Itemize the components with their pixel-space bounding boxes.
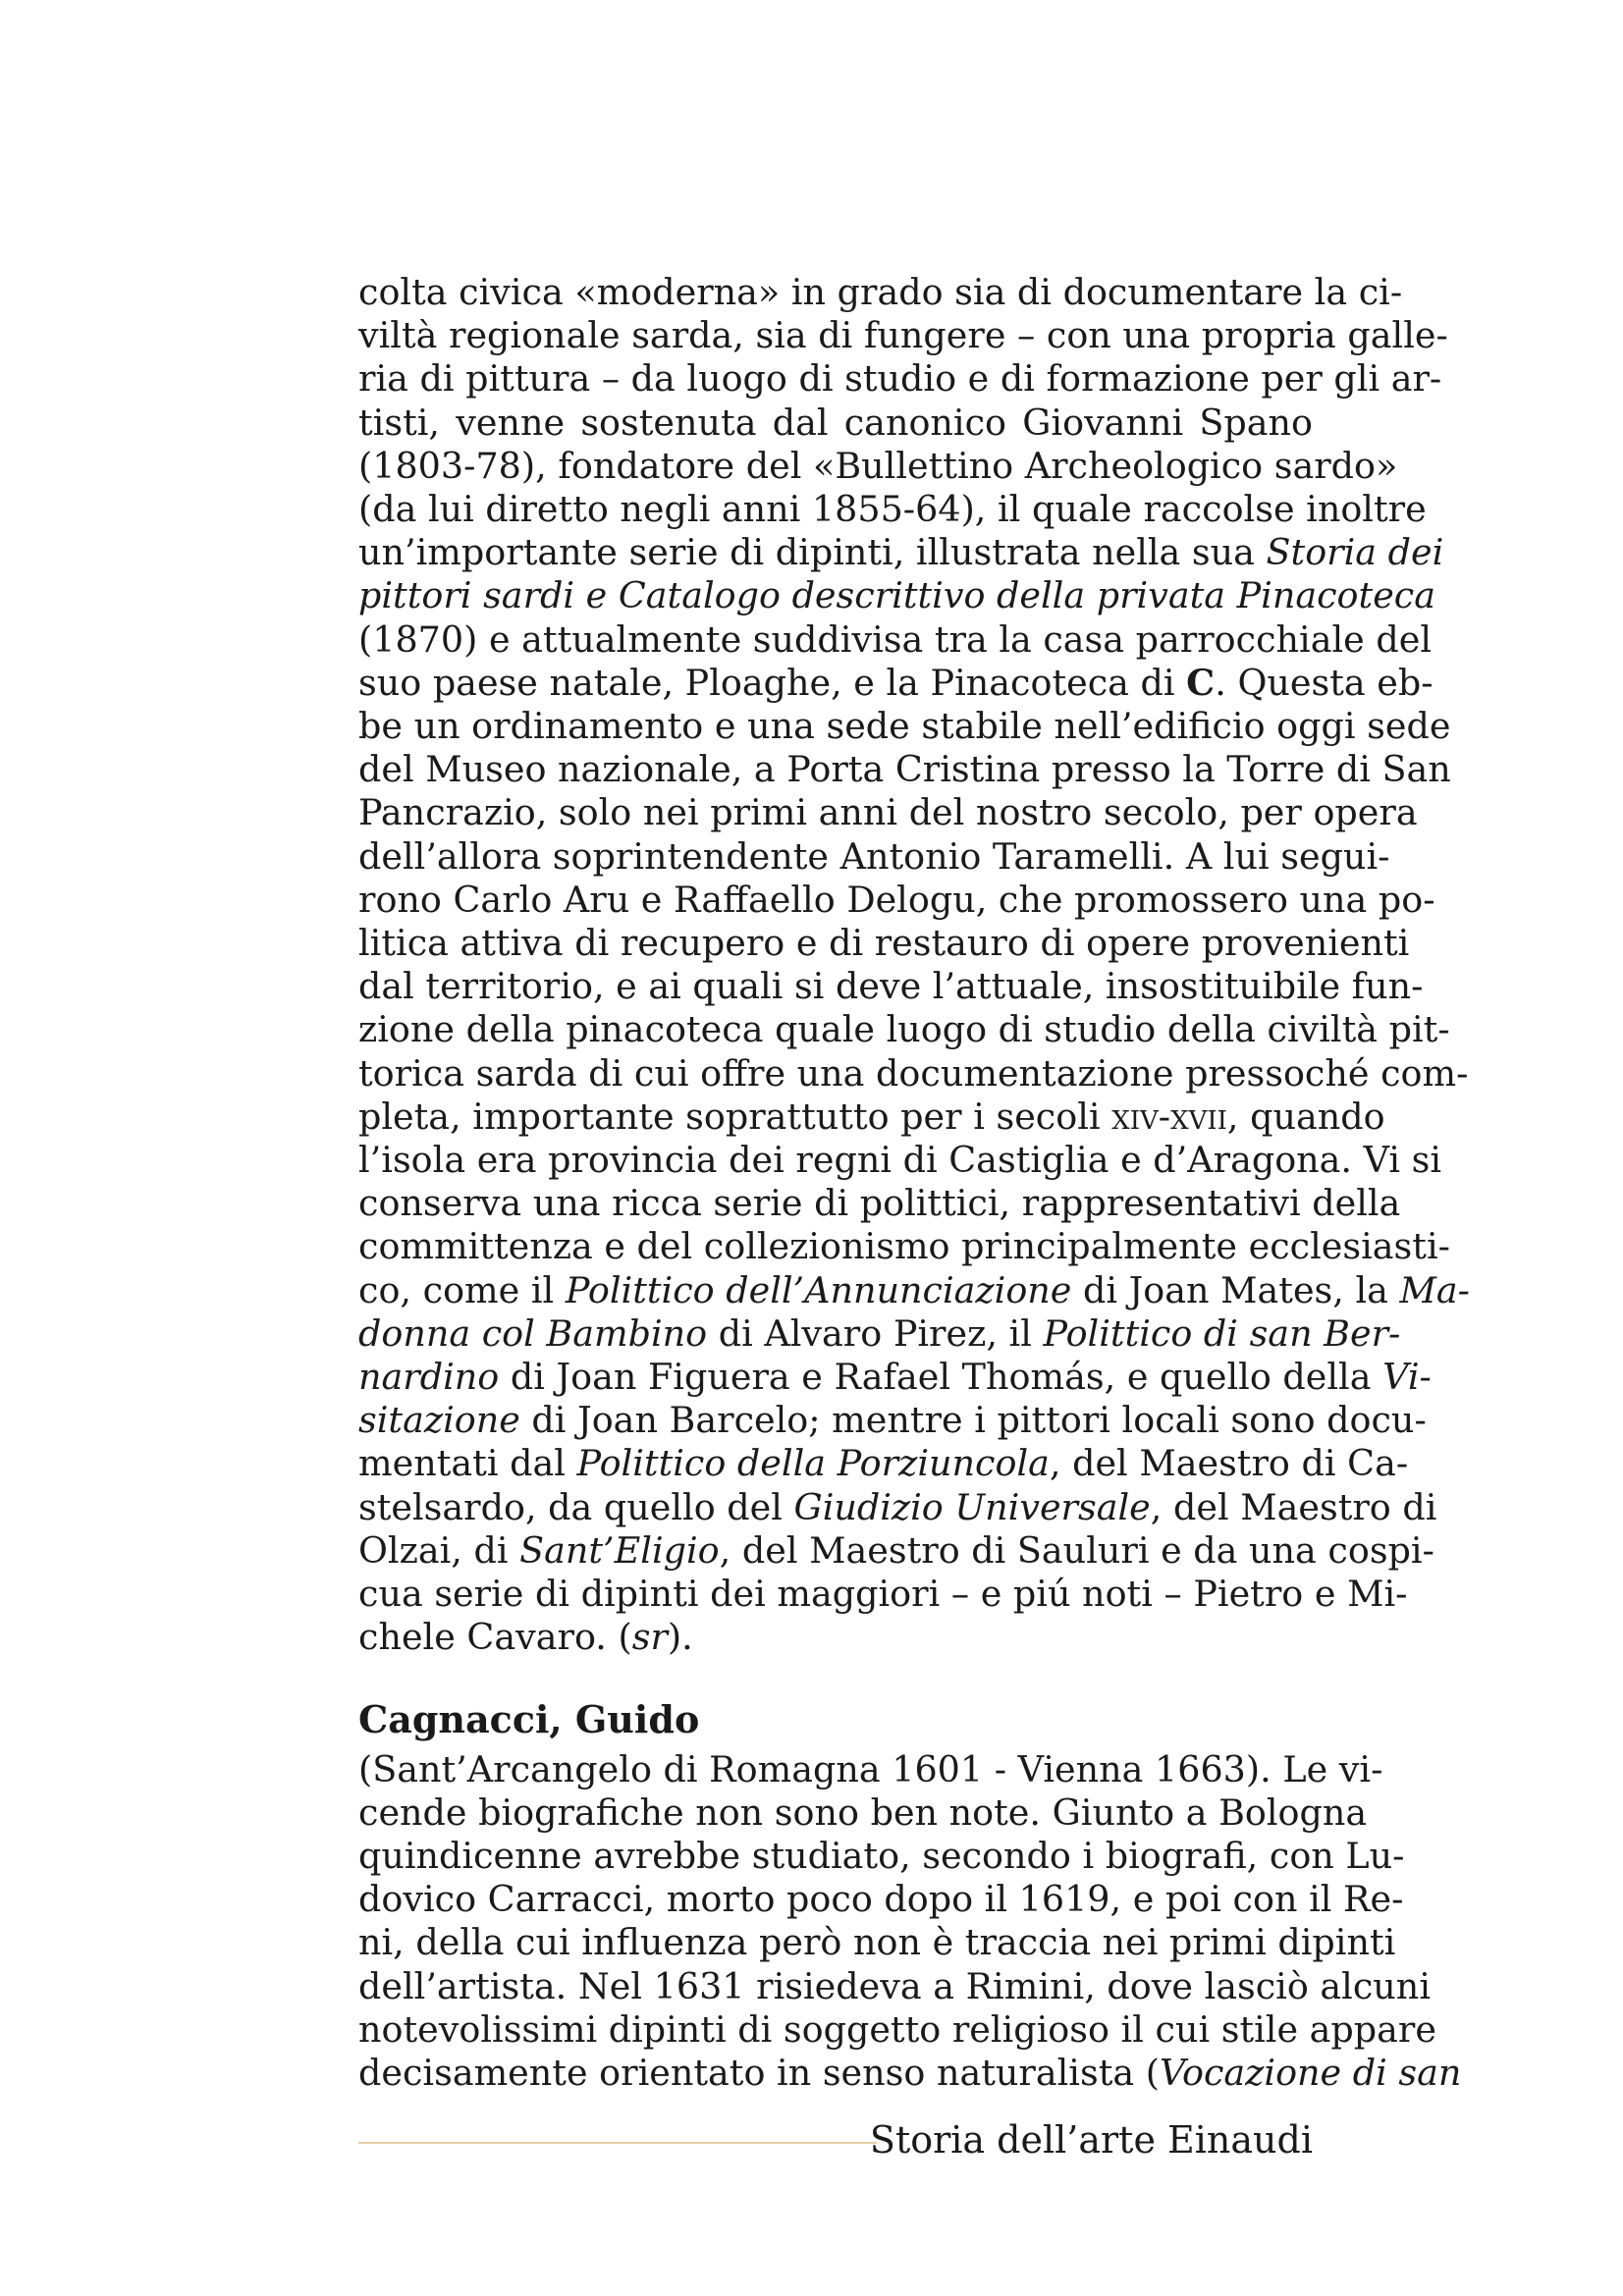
text-line: (da lui diretto negli anni 1855-64), il quale raccolse inoltre: [358, 488, 1427, 531]
italic-title: Ma-: [1399, 1268, 1470, 1311]
text-line: cende biografiche non sono ben note. Giunto a Bologna: [358, 1790, 1368, 1834]
text-segment: suo paese natale, Ploaghe, e la Pinacoteca di: [358, 661, 1187, 704]
text-line: rono Carlo Aru e Raffaello Delogu, che promossero una po-: [358, 878, 1435, 921]
text-line: quindicenne avrebbe studiato, secondo i biografi, con Lu-: [358, 1834, 1405, 1877]
text-segment: di Joan Figuera e Rafael Thomás, e quello della: [499, 1356, 1383, 1399]
text-line: [358, 574, 1435, 617]
text-segment: stelsardo, da quello del: [358, 1485, 794, 1528]
text-segment: decisamente orientato in senso naturalista (: [358, 2051, 1160, 2094]
text-line: [358, 1268, 1470, 1312]
text-segment: di Joan Barcelo; mentre i pittori locali sono docu-: [519, 1399, 1427, 1442]
text-line: conserva una ricca serie di polittici, rappresentativi della: [358, 1182, 1401, 1225]
italic-title: Storia dei: [1266, 531, 1444, 574]
text-line: Pancrazio, solo nei primi anni del nostro secolo, per opera: [358, 791, 1418, 834]
italic-title: Sant’Eligio: [519, 1528, 720, 1572]
italic-title: sitazione: [358, 1399, 520, 1442]
text-segment: mentati dal: [358, 1442, 577, 1485]
text-segment: , del Maestro di: [1150, 1485, 1437, 1528]
text-segment: co, come il: [358, 1268, 566, 1311]
author-initials: sr: [631, 1616, 668, 1659]
text-line: (1803-78), fondatore del «Bullettino Archeologico sardo»: [358, 444, 1398, 487]
bold-abbreviation: C: [1186, 661, 1216, 704]
text-line: viltà regionale sarda, sia di fungere – con una propria galle-: [358, 314, 1448, 357]
text-line: dell’artista. Nel 1631 risiedeva a Rimini, dove lasciò alcuni: [358, 1964, 1431, 2007]
italic-title: Polittico di san Ber-: [1043, 1311, 1401, 1355]
text-line: colta civica «moderna» in grado sia di documentare la ci-: [358, 271, 1403, 313]
text-segment: Olzai, di: [358, 1528, 520, 1572]
italic-title: Vocazione di san: [1159, 2051, 1462, 2094]
text-segment: chele Cavaro. (: [358, 1616, 632, 1659]
text-segment: , del Maestro di Ca-: [1049, 1442, 1409, 1485]
text-line: dovico Carracci, morto poco dopo il 1619, e poi con il Re-: [358, 1878, 1404, 1921]
text-segment: di Joan Mates, la: [1071, 1268, 1400, 1311]
text-line: [358, 661, 1434, 705]
text-line: [358, 1616, 1313, 1659]
entry-paragraph: [358, 1747, 1462, 2096]
text-line: notevolissimi dipinti di soggetto religioso il cui stile appare: [358, 2007, 1436, 2051]
text-line: committenza e del collezionismo principalmente ecclesiasti-: [358, 1225, 1450, 1268]
text-line: del Museo nazionale, a Porta Cristina presso la Torre di San: [358, 748, 1451, 791]
page-footer: [358, 2110, 1313, 2169]
text-line: l’isola era provincia dei regni di Castiglia e d’Aragona. Vi si: [358, 1139, 1442, 1182]
text-line: (Sant’Arcangelo di Romagna 1601 - Vienna 1663). Le vi-: [358, 1747, 1383, 1790]
text-segment: . Questa eb-: [1215, 661, 1434, 704]
text-line: [358, 1356, 1432, 1399]
text-line: [358, 1095, 1385, 1139]
text-line: [358, 1485, 1437, 1529]
entry-heading: Cagnacci, Guido: [358, 1696, 700, 1741]
text-line: [358, 531, 1444, 574]
text-line: be un ordinamento e una sede stabile nell’edificio oggi sede: [358, 705, 1451, 748]
text-line: cua serie di dipinti dei maggiori – e piú noti – Pietro e Mi-: [358, 1573, 1408, 1616]
italic-title: Polittico dell’Annunciazione: [565, 1268, 1072, 1311]
text-line: torica sarda di cui offre una documentazione pressoché com-: [358, 1051, 1469, 1095]
text-line: [358, 2051, 1462, 2095]
text-line: dell’allora soprintendente Antonio Taramelli. A lui segui-: [358, 834, 1390, 878]
italic-title: pittori sardi e Catalogo descrittivo della privata Pinacoteca: [358, 574, 1435, 617]
italic-title: donna col Bambino: [358, 1311, 708, 1355]
body-paragraph: [358, 271, 1470, 1660]
text-segment: pleta, importante soprattutto per i secoli: [358, 1095, 1112, 1138]
small-caps-centuries: xiv-xvii: [1111, 1095, 1227, 1138]
text-line: litica attiva di recupero e di restauro di opere provenienti: [358, 922, 1410, 965]
footer-publication: Storia dell’arte Einaudi: [869, 2118, 1313, 2162]
italic-title: Polittico della Porziuncola: [576, 1442, 1050, 1485]
text-line: tisti, venne sostenuta dal canonico Giovanni Spano: [358, 400, 1313, 444]
italic-title: Giudizio Universale: [793, 1485, 1151, 1528]
text-line: ni, della cui influenza però non è traccia nei primi dipinti: [358, 1921, 1396, 1964]
text-line: (1870) e attualmente suddivisa tra la casa parrocchiale del: [358, 617, 1432, 661]
text-line: [358, 1442, 1409, 1485]
text-segment: , del Maestro di Sauluri e da una cospi-: [719, 1528, 1434, 1572]
text-line: zione della pinacoteca quale luogo di studio della civiltà pit-: [358, 1008, 1450, 1051]
italic-title: nardino: [358, 1356, 500, 1399]
text-segment: di Alvaro Pirez, il: [707, 1311, 1044, 1355]
text-line: [358, 1311, 1401, 1356]
text-line: [358, 1528, 1434, 1573]
footer-rule: [358, 2142, 877, 2144]
text-line: [358, 1399, 1427, 1442]
text-segment: un’importante serie di dipinti, illustrata nella sua: [358, 531, 1267, 574]
text-segment: ).: [667, 1616, 693, 1659]
text-line: ria di pittura – da luogo di studio e di formazione per gli ar-: [358, 357, 1442, 400]
text-line: dal territorio, e ai quali si deve l’attuale, insostituibile fun-: [358, 965, 1424, 1008]
text-segment: , quando: [1226, 1095, 1385, 1138]
italic-title: Vi-: [1382, 1356, 1432, 1399]
page-column: [358, 271, 1470, 2095]
